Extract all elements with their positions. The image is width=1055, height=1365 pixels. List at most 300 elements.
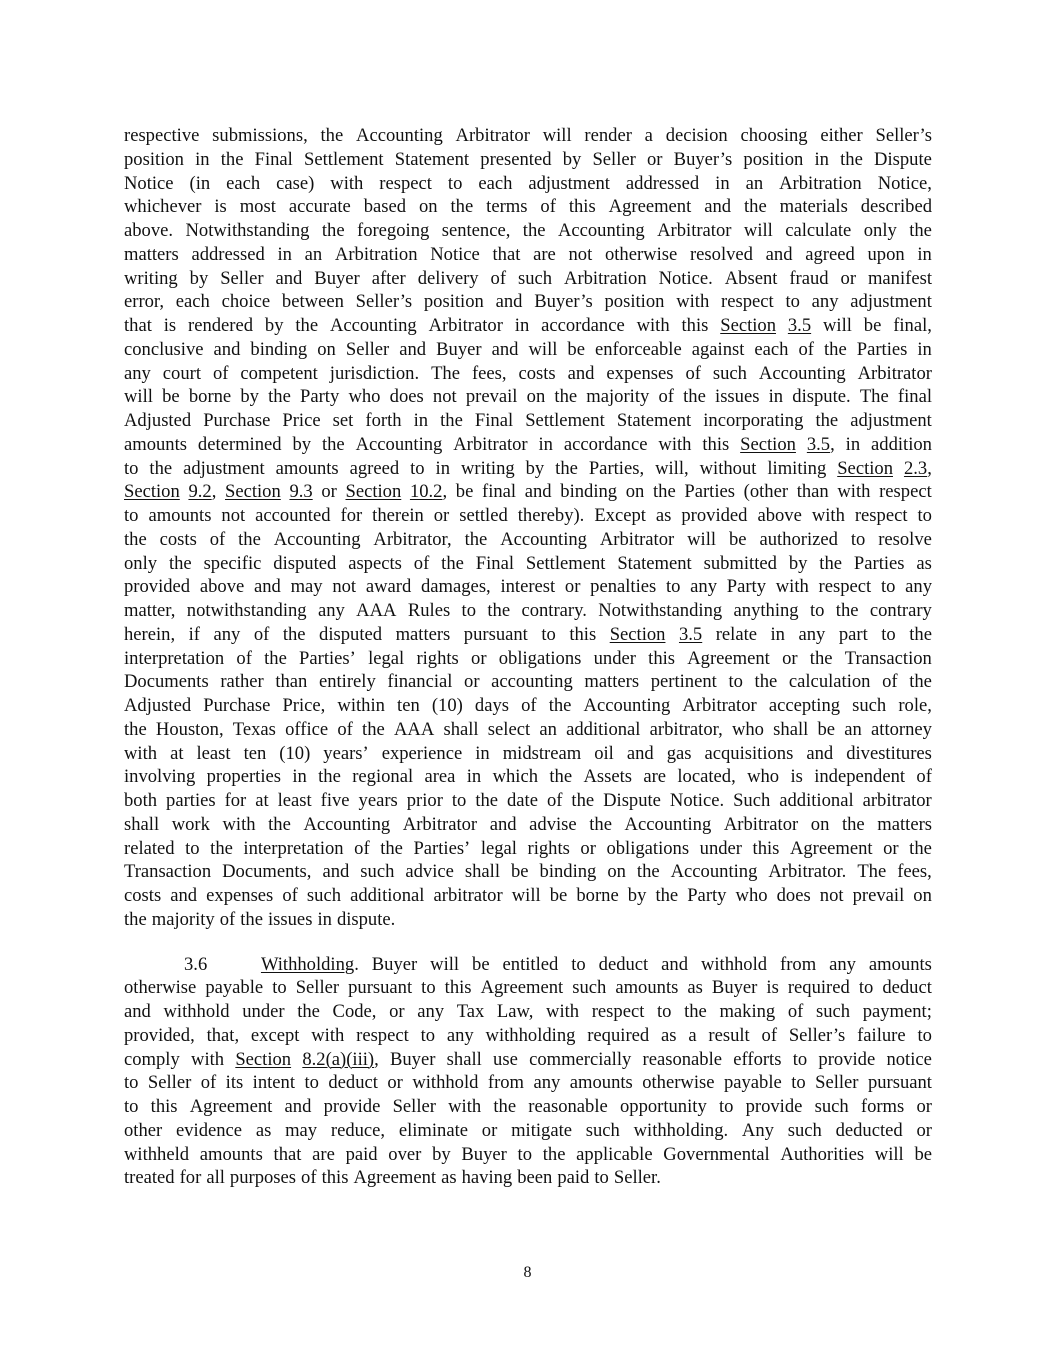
text-run: of [546,790,563,811]
text-run: Party [300,386,340,408]
text-run: position [604,291,665,313]
word [917,338,931,362]
text-run: matters [395,623,451,645]
text-run: Seller [592,148,636,170]
word [727,575,766,599]
text-run: if [188,623,200,645]
text-run: Seller [392,1096,436,1117]
text-run: The [431,362,460,384]
word [356,124,443,148]
text-run: of [413,552,430,574]
word [600,528,674,552]
text-run: rights [527,837,570,859]
word [869,953,932,977]
text-run: adjustment [183,457,265,479]
text-run: Purchase [203,695,271,716]
word [682,314,709,338]
text-run: will [822,315,852,336]
word [657,1000,671,1024]
word [881,623,895,647]
text-run: specific [203,552,262,574]
section-reference-link[interactable]: Section [740,433,796,455]
text-run: in [845,433,861,455]
word [206,884,273,908]
text-line [124,480,932,504]
word [788,1000,804,1024]
text-run: authorized [759,528,838,550]
word [497,1000,533,1024]
word [151,1095,178,1119]
section-reference-link[interactable]: Section [124,481,180,503]
text-line [124,457,932,481]
word [456,124,530,148]
section-reference-link[interactable]: 9.3 [289,481,313,503]
text-run: or [580,837,596,859]
word [493,1095,516,1119]
word [754,338,788,362]
word [162,385,180,409]
word [785,290,799,314]
section-reference-link[interactable]: Section [345,481,402,503]
text-run: or [481,1119,498,1141]
text-run: such [787,1119,822,1141]
word [776,575,809,599]
text-run: issues [715,386,760,408]
section-reference-link[interactable]: Section [235,1048,292,1070]
text-run: Transaction [844,647,932,669]
text-run: and [170,885,198,906]
text-run: Arbitration [564,267,647,289]
text-run: any [798,623,826,645]
text-run: with [191,1048,225,1070]
word [255,504,330,528]
text-line [124,599,932,623]
text-run: respect [854,505,908,526]
text-run: court [162,362,202,384]
word [169,552,192,576]
word [459,504,508,528]
word [467,765,481,789]
word [348,385,380,409]
text-run: the [321,220,345,241]
text-run: the [240,908,263,930]
word [898,694,932,718]
word [759,528,837,552]
word [475,409,513,433]
word [853,884,905,908]
word [550,884,568,908]
text-run: the [268,386,291,408]
word [824,338,847,362]
word [526,552,606,576]
word [285,718,328,742]
text-line [124,1024,932,1048]
text-run: set [332,410,354,431]
word [275,670,307,694]
text-run: to [728,671,743,693]
section-number: 3.6 [184,953,208,975]
word [222,290,271,314]
text-run: to [850,528,866,550]
word [917,243,931,267]
text-run: is [766,977,779,999]
word [124,953,248,977]
text-run: issues [268,908,313,930]
text-line [124,860,932,884]
word [904,457,932,481]
word [124,480,180,504]
text-run: days [474,695,510,716]
word [651,670,717,694]
text-run: final, [893,315,932,336]
word [555,457,578,481]
text-run: deduct [598,953,649,975]
word [658,433,691,457]
text-run: not [221,505,246,526]
text-run: Texas [232,718,276,740]
word [793,1048,807,1072]
text-run: withheld [124,1143,190,1165]
text-run: paid [557,1167,590,1189]
word [789,267,828,291]
word [274,1143,302,1167]
section-reference-link[interactable]: 3.5 [806,433,831,455]
word [740,433,796,457]
text-run: Any [741,1119,774,1141]
text-run: Party [687,885,727,906]
text-line [124,718,932,742]
text-run: Final [254,148,293,170]
word [863,789,932,813]
section-reference-link[interactable]: 3.5 [678,623,703,645]
text-run: position [124,148,184,170]
text-run: Statement [617,552,692,574]
text-run: provided [681,505,748,526]
text-line [124,742,932,766]
text-run: as [916,552,932,574]
text-run: with [636,315,670,336]
text-run: shall [124,813,160,835]
word [592,1000,645,1024]
text-run: such [815,1001,851,1022]
word [658,385,674,409]
text-run: determined [197,433,282,455]
text-run: of [209,528,226,550]
word [798,623,825,647]
section-reference-link[interactable]: 9.2 [188,481,212,503]
word [282,290,344,314]
text-run: Notice [124,172,174,194]
text-run: after [371,267,406,289]
text-run: foregoing [357,220,430,241]
word [414,409,428,433]
word [431,362,460,386]
text-run: Notwithstanding [598,600,723,621]
text-run: Agreement [480,977,564,999]
text-run: on [625,481,645,503]
word [166,789,216,813]
word [440,409,463,433]
word [451,195,474,219]
text-line [124,694,932,718]
word [475,694,509,718]
word [503,742,582,766]
word [472,362,507,386]
text-run: . [354,953,359,975]
text-run: enforceable [595,338,682,360]
text-run: in [413,410,429,431]
text-run: in [814,148,829,170]
text-run: relate [715,623,758,645]
word [687,884,726,908]
text-run: to [124,505,139,526]
word [429,314,503,338]
text-run: forth [365,410,402,431]
section-reference-link[interactable]: Withholding [260,953,355,975]
word [333,1000,377,1024]
text-run: prevail [852,885,905,906]
text-run: the [824,338,847,360]
text-run: this [681,315,709,336]
word [476,552,514,576]
text-line [124,219,932,243]
word [704,195,731,219]
text-run: only [124,552,158,574]
text-run: independent [814,766,906,788]
text-run: Price [282,410,321,431]
word [603,789,661,813]
word [457,1000,485,1024]
text-run: part [838,623,868,645]
text-run: the [909,623,932,645]
text-run: Seller [295,977,340,999]
word [634,1119,729,1143]
text-run: any [317,600,345,621]
text-run: Party [726,576,767,598]
text-run: Code, [332,1001,377,1022]
text-run: Buyer [371,953,418,975]
word [815,409,838,433]
text-line [124,837,932,861]
text-run: making [719,1001,776,1022]
word [321,480,337,504]
text-run: and [806,742,834,764]
word [590,575,656,599]
document-page [124,124,932,1190]
section-reference-link[interactable]: 8.2(a)(iii) [302,1048,375,1070]
word [256,1119,272,1143]
word [617,409,691,433]
word [214,338,241,362]
text-run: Arbitrator [455,125,530,146]
text-run: addition [871,433,932,455]
text-run: accordance [541,315,625,336]
text-run: respect [721,291,774,313]
text-run: under [242,1001,285,1022]
word [883,837,899,861]
text-line [124,623,932,647]
word [359,789,398,813]
word [540,195,556,219]
section-reference-link[interactable]: Section [609,623,666,645]
text-run: Accounting [355,433,443,455]
text-run: interest [500,576,556,598]
word [656,504,672,528]
word [572,976,606,1000]
word [396,623,451,647]
word [335,243,418,267]
text-run: with [837,481,871,503]
word [916,1119,932,1143]
text-run: Arbitration [779,172,862,194]
word [620,1095,707,1119]
section-reference-link[interactable]: Section [720,315,777,336]
word [410,480,447,504]
section-reference-link[interactable]: 2.3 [903,457,928,479]
word [250,338,307,362]
text-line [124,385,932,409]
word [268,908,312,932]
word [642,1071,714,1095]
text-run: adjustment [850,410,932,431]
word [124,837,175,861]
text-run: disputed [319,623,383,645]
word [747,765,779,789]
text-run: payable [205,977,264,999]
text-run: Agreement [353,1167,437,1189]
word [681,504,747,528]
word [472,953,490,977]
text-run: under [593,647,636,669]
text-run: from [487,1072,525,1094]
section-reference-link[interactable]: Section [837,457,893,479]
text-run: that [492,243,521,265]
text-run: be [510,861,529,883]
word [297,1000,320,1024]
word [564,267,647,291]
word [346,338,389,362]
text-run: be [817,718,836,740]
word [379,172,432,196]
section-reference-link[interactable]: 3.5 [787,315,812,336]
word [492,338,519,362]
word [533,1071,560,1095]
text-run: is [214,196,227,218]
word [805,243,855,267]
text-line [124,575,932,599]
word [719,1000,775,1024]
word [190,172,211,196]
word [836,599,859,623]
text-run: respect [379,172,432,194]
text-run: evidence [175,1119,243,1141]
text-run: additional [566,718,641,740]
word [732,718,764,742]
text-run: the [475,790,499,811]
word [860,385,889,409]
text-run: the [282,623,306,645]
word [203,694,270,718]
text-run: with [222,813,256,835]
word [671,860,758,884]
text-run: advise [529,813,577,835]
text-run: regional [352,766,414,788]
text-run: Accounting [329,315,417,336]
text-run: of [787,1001,804,1022]
text-run: Rules [407,600,451,621]
word [845,647,932,671]
text-run: of [882,671,898,693]
word [569,243,593,267]
word [461,457,515,481]
text-run: Arbitrator, [373,528,452,550]
text-run: Seller’s [355,291,413,313]
word [441,1166,457,1190]
word [486,195,527,219]
word [124,457,138,481]
word [124,124,199,148]
text-run: of [219,908,236,930]
word [368,647,404,671]
word [840,148,863,172]
word [436,338,481,362]
word [712,976,757,1000]
section-reference-link[interactable]: Section [225,481,281,503]
text-run: deduct [328,1072,378,1094]
word [841,267,857,291]
text-run: that, [206,1024,240,1046]
text-run: purposes [229,1167,297,1189]
text-run: legal [368,647,405,669]
text-run: Documents, [222,861,312,883]
text-run: the [835,600,859,621]
word [589,457,644,481]
text-run: this [568,196,596,218]
text-run: of [658,386,674,408]
text-run: attorney [871,718,932,740]
text-line [124,195,932,219]
word [768,860,846,884]
word [390,1048,435,1072]
text-run: manifest [867,267,932,289]
word [558,219,645,243]
section-reference-link[interactable]: 10.2 [409,481,443,503]
word [511,1119,572,1143]
text-run: will, [655,457,689,479]
word [421,1024,435,1048]
text-run: Seller [147,1072,192,1094]
text-run: the [124,718,147,740]
word [225,789,247,813]
word [878,172,932,196]
text-run: prior [406,790,443,811]
text-run: Agreement [189,1096,273,1117]
word [185,837,199,861]
word [462,1166,513,1190]
word [700,457,757,481]
text-run: respective [124,125,200,146]
text-run: years [358,790,398,811]
word [819,552,842,576]
text-run: , [927,457,932,479]
text-run: oil [594,742,614,764]
word [677,765,735,789]
word [156,718,224,742]
word [203,409,270,433]
word [221,504,245,528]
word [124,362,151,386]
text-run: matter, [124,600,176,621]
